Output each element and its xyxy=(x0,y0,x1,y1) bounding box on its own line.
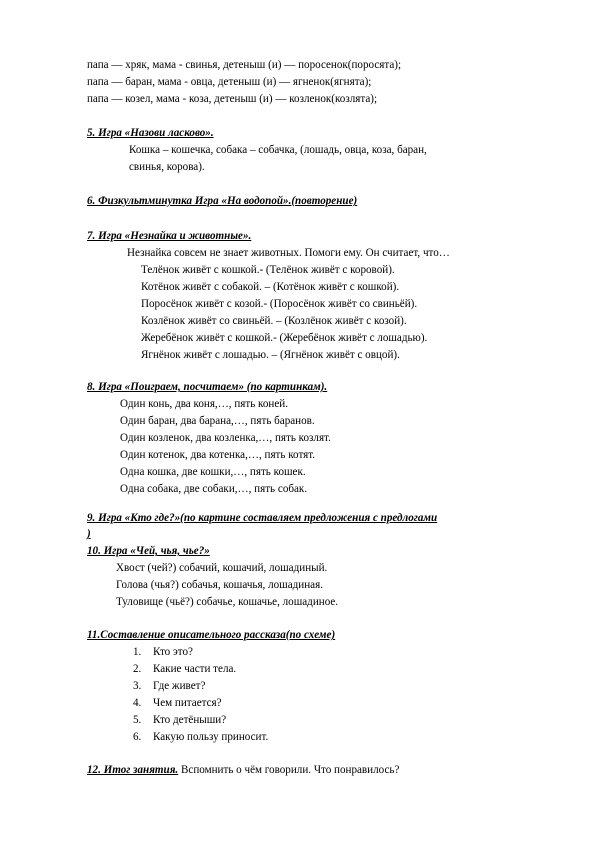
list-text: Какие части тела. xyxy=(153,663,237,675)
list-text: Кто детёныши? xyxy=(153,714,227,726)
list-item xyxy=(133,678,205,694)
list-text: Какую пользу приносит. xyxy=(153,731,269,743)
list-item xyxy=(133,661,236,677)
list-number: 5. xyxy=(133,714,142,726)
list-item xyxy=(133,644,193,660)
section-8-line: Один конь, два коня,…, пять коней. xyxy=(120,398,288,410)
section-8-line: Одна собака, две собаки,…, пять собак. xyxy=(120,483,308,495)
list-number: 6. xyxy=(133,731,142,743)
section-7-line: Жеребёнок живёт с кошкой.- (Жеребёнок живёт с лошадью). xyxy=(141,332,428,344)
list-number: 3. xyxy=(133,680,142,692)
intro-line: папа — баран, мама - овца, детеныш (и) — ягненок(ягнята); xyxy=(87,76,372,88)
section-12 xyxy=(87,762,399,778)
list-text: Кто это? xyxy=(153,646,193,658)
section-5-title: 5. Игра «Назови ласково». xyxy=(87,127,214,139)
section-9-title: 9. Игра «Кто где?»(по картине составляем предложения с предлогами xyxy=(87,512,438,524)
section-7-line: Козлёнок живёт со свиньёй. – (Козлёнок живёт с козой). xyxy=(141,315,407,327)
section-8-line: Один котенок, два котенка,…, пять котят. xyxy=(120,449,316,461)
list-number: 4. xyxy=(133,697,142,709)
list-text: Чем питается? xyxy=(153,697,222,709)
list-item xyxy=(133,729,268,745)
section-5-line: Кошка – кошечка, собака – собачка, (лошадь, овца, коза, баран, xyxy=(129,144,427,156)
section-5-line: свинья, корова). xyxy=(129,161,205,173)
section-10-line: Хвост (чей?) собачий, кошачий, лошадиный. xyxy=(116,562,328,574)
section-9-title-end: ) xyxy=(87,528,91,540)
section-8-line: Один козленок, два козленка,…, пять козлят. xyxy=(120,432,331,444)
intro-line: папа — козел, мама - коза, детеныш (и) — козленок(козлята); xyxy=(87,93,378,105)
section-7-title: 7. Игра «Незнайка и животные». xyxy=(87,230,252,242)
intro-line: папа — хряк, мама - свинья, детеныш (и) — поросенок(поросята); xyxy=(87,59,402,71)
section-12-text: Вспомнить о чём говорили. Что понравилось? xyxy=(178,764,400,776)
section-10-title: 10. Игра «Чей, чья, чье?» xyxy=(87,545,210,557)
section-10-line: Голова (чья?) собачья, кошачья, лошадиная. xyxy=(116,579,323,591)
section-12-title: 12. Итог занятия. xyxy=(87,764,179,776)
section-11-title: 11.Составление описательного рассказа(по схеме) xyxy=(87,629,336,641)
section-7-line: Поросёнок живёт с козой.- (Поросёнок живёт со свиньёй). xyxy=(141,298,418,310)
section-8-line: Один баран, два барана,…, пять баранов. xyxy=(120,415,315,427)
list-item xyxy=(133,695,222,711)
section-7-line: Телёнок живёт с кошкой.- (Телёнок живёт с коровой). xyxy=(141,264,395,276)
list-number: 2. xyxy=(133,663,142,675)
section-7-line: Ягнёнок живёт с лошадью. – (Ягнёнок живёт с овцой). xyxy=(141,349,400,361)
section-7-line: Котёнок живёт с собакой. – (Котёнок живёт с кошкой). xyxy=(141,281,400,293)
list-item xyxy=(133,712,226,728)
section-8-title: 8. Игра «Поиграем, посчитаем» (по картинкам). xyxy=(87,381,328,393)
section-6-title: 6. Физкультминутка Игра «На водопой».(повторение) xyxy=(87,195,358,207)
list-text: Где живет? xyxy=(153,680,206,692)
section-7-intro: Незнайка совсем не знает животных. Помоги ему. Он считает, что… xyxy=(127,247,450,259)
section-10-line: Туловище (чьё?) собачье, кошачье, лошадиное. xyxy=(116,596,339,608)
section-8-line: Одна кошка, две кошки,…, пять кошек. xyxy=(120,466,306,478)
list-number: 1. xyxy=(133,646,142,658)
